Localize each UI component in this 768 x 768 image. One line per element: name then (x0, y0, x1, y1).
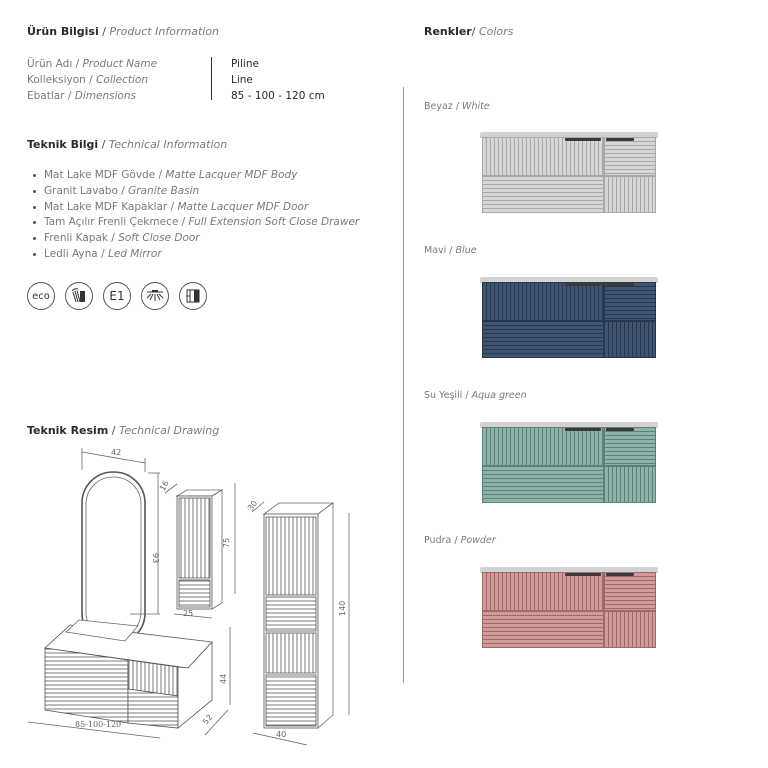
color-label-powder: Pudra / Powder (424, 535, 496, 546)
drawer-bottom-right (604, 466, 656, 503)
product-info-heading: Ürün Bilgisi / Product Information (27, 25, 220, 38)
list-item: Tam Açılır Frenli Çekmece / Full Extension Soft Close Drawer (30, 215, 359, 231)
column-divider (403, 87, 404, 683)
cabinet-swatch-powder[interactable] (480, 567, 658, 649)
drawer-bottom-left (482, 321, 604, 358)
cabinet-swatch-blue[interactable] (480, 277, 658, 359)
drawer-handle (606, 573, 634, 576)
dim-tall-width: 40 (276, 730, 287, 739)
technical-drawing (20, 440, 390, 750)
dim-mirror-width: 42 (111, 448, 122, 457)
dim-side-height: 75 (222, 537, 231, 548)
drawer-top-left (482, 427, 604, 466)
technical-features-list (30, 168, 359, 263)
cabinet-body (482, 137, 656, 213)
cabinet-body (482, 282, 656, 358)
technical-drawing-heading: Teknik Resim / Technical Drawing (27, 424, 220, 437)
drawer-top-right (604, 427, 656, 466)
dim-tall-height: 140 (338, 600, 347, 616)
drawer-bottom-left (482, 466, 604, 503)
heading-tr: Ürün Bilgisi (27, 25, 99, 38)
drawer-handle (565, 428, 601, 431)
drawer-top-right (604, 137, 656, 176)
certification-icons (27, 282, 207, 310)
drawer-handle (606, 428, 634, 431)
dim-vanity-depth: 52 (201, 712, 215, 727)
cabinet-body (482, 572, 656, 648)
product-info-labels (27, 56, 157, 104)
heading-tr: Teknik Bilgi (27, 138, 99, 151)
product-info-values (231, 56, 325, 104)
value-product-name: Piline (231, 58, 259, 70)
cabinet-swatch-aqua[interactable] (480, 422, 658, 504)
list-item: Ledli Ayna / Led Mirror (30, 247, 359, 263)
color-label-aqua: Su Yeşili / Aqua green (424, 390, 527, 401)
label-product-name: Ürün Adı / Product Name (27, 58, 158, 70)
list-item: Mat Lake MDF Gövde / Matte Lacquer MDF Body (30, 168, 359, 184)
drawer-handle (606, 283, 634, 286)
eco-icon: eco (27, 282, 55, 310)
dim-side-width: 25 (183, 609, 194, 618)
color-label-blue: Mavi / Blue (424, 245, 477, 256)
heading-en: Technical Drawing (118, 424, 220, 437)
drawer-handle (565, 283, 601, 286)
value-collection: Line (231, 74, 253, 86)
info-divider (211, 57, 212, 100)
dim-side-depth: 16 (157, 479, 171, 493)
drawer-bottom-left (482, 611, 604, 648)
heading-tr: Renkler (424, 25, 472, 38)
drawer-top-left (482, 282, 604, 321)
colors-heading: Renkler/ Colors (424, 25, 514, 38)
list-item: Mat Lake MDF Kapaklar / Matte Lacquer MDF Door (30, 200, 359, 216)
dim-tall-depth: 30 (245, 498, 260, 513)
dim-vanity-width: 85-100-120 (75, 720, 122, 729)
dim-mirror-height: 93 (151, 553, 160, 564)
list-item: Granit Lavabo / Granite Basin (30, 184, 359, 200)
drawer-bottom-right (604, 321, 656, 358)
drawer-handle (565, 573, 601, 576)
drawer-bottom-right (604, 176, 656, 213)
cabinet-door-icon (179, 282, 207, 310)
drawer-top-right (604, 282, 656, 321)
led-light-icon (141, 282, 169, 310)
label-collection: Kolleksiyon / Collection (27, 74, 148, 86)
color-swatch-icon (65, 282, 93, 310)
heading-tr: Teknik Resim (27, 424, 109, 437)
drawer-handle (565, 138, 601, 141)
dim-vanity-height: 44 (219, 673, 228, 684)
e1-icon: E1 (103, 282, 131, 310)
technical-info-heading: Teknik Bilgi / Technical Information (27, 138, 228, 151)
value-dimensions: 85 - 100 - 120 cm (231, 90, 325, 102)
drawer-top-left (482, 137, 604, 176)
drawer-bottom-left (482, 176, 604, 213)
cabinet-swatch-white[interactable] (480, 132, 658, 214)
list-item: Frenli Kapak / Soft Close Door (30, 231, 359, 247)
heading-en: Colors (478, 25, 514, 38)
color-label-white: Beyaz / White (424, 101, 490, 112)
label-dimensions: Ebatlar / Dimensions (27, 90, 137, 102)
drawer-handle (606, 138, 634, 141)
drawer-bottom-right (604, 611, 656, 648)
drawer-top-left (482, 572, 604, 611)
heading-en: Product Information (109, 25, 220, 38)
heading-en: Technical Information (108, 138, 228, 151)
cabinet-body (482, 427, 656, 503)
drawer-top-right (604, 572, 656, 611)
